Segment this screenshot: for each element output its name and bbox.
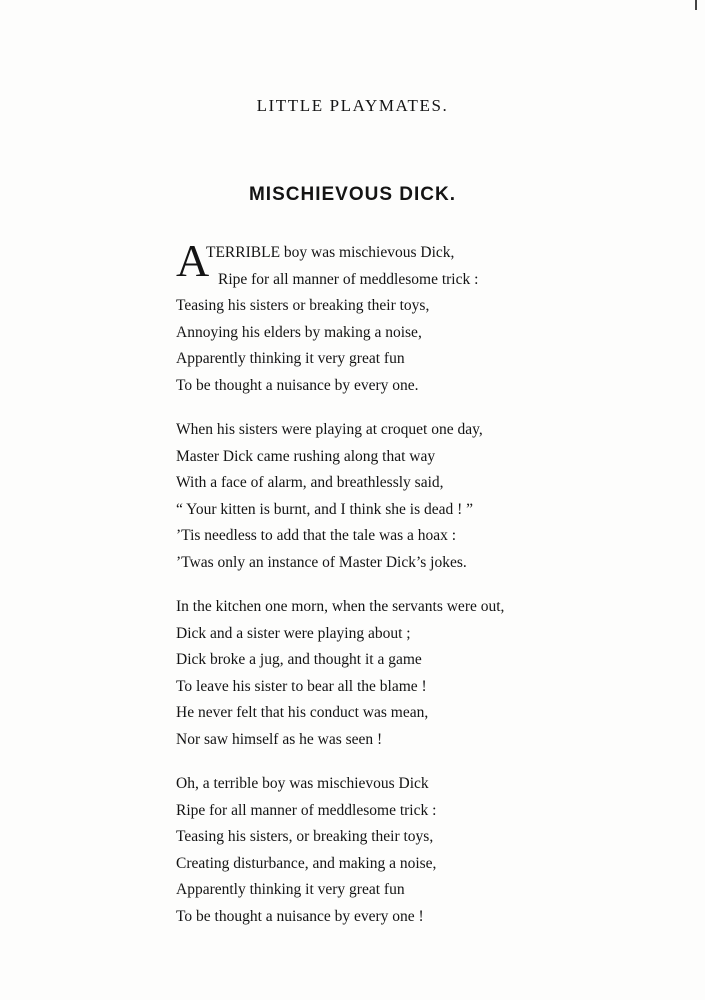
stanza-4 <box>176 771 676 930</box>
running-head: LITTLE PLAYMATES. <box>256 96 449 115</box>
poem-body <box>176 235 676 948</box>
stanza-2 <box>176 417 676 576</box>
drop-cap: A <box>176 235 210 286</box>
poem-line: ’Tis needless to add that the tale was a hoax : <box>176 527 457 544</box>
poem-line: Ripe for all manner of meddlesome trick : <box>176 801 437 819</box>
poem-line: Apparently thinking it very great fun <box>176 881 405 898</box>
poem-line-text: TERRIBLE boy was mischievous Dick, <box>206 244 455 261</box>
poem-line: Dick broke a jug, and thought it a game <box>176 651 422 668</box>
stanza-3 <box>176 594 676 753</box>
poem-line: Oh, a terrible boy was mischievous Dick <box>176 775 429 792</box>
poem-line: Teasing his sisters, or breaking their toys, <box>176 828 434 845</box>
poem-line: Annoying his elders by making a noise, <box>176 323 422 341</box>
poem-title: MISCHIEVOUS DICK. <box>248 184 457 205</box>
poem-line: Ripe for all manner of meddlesome trick : <box>218 270 479 288</box>
poem-line: He never felt that his conduct was mean, <box>176 704 429 721</box>
poem-line: Master Dick came rushing along that way <box>176 447 436 465</box>
scan-mark <box>695 0 697 10</box>
poem-line: With a face of alarm, and breathlessly said, <box>176 474 444 491</box>
poem-line: When his sisters were playing at croquet one day, <box>176 421 483 438</box>
poem-line: In the kitchen one morn, when the servants were out, <box>176 598 505 615</box>
poem-line: Teasing his sisters or breaking their toys, <box>176 297 430 314</box>
poem-line: “ Your kitten is burnt, and I think she is dead ! ” <box>176 500 474 518</box>
poem-line: To leave his sister to bear all the blame ! <box>176 677 427 695</box>
poem-line: Creating disturbance, and making a noise, <box>176 854 437 872</box>
poem-line: ’Twas only an instance of Master Dick’s jokes. <box>176 553 467 571</box>
poem-line: To be thought a nuisance by every one. <box>176 376 419 394</box>
poem-line: Dick and a sister were playing about ; <box>176 624 411 642</box>
poem-line: To be thought a nuisance by every one ! <box>176 907 424 925</box>
stanza-1 <box>176 235 676 399</box>
poem-line: Apparently thinking it very great fun <box>176 350 405 367</box>
poem-line: Nor saw himself as he was seen ! <box>176 730 383 748</box>
